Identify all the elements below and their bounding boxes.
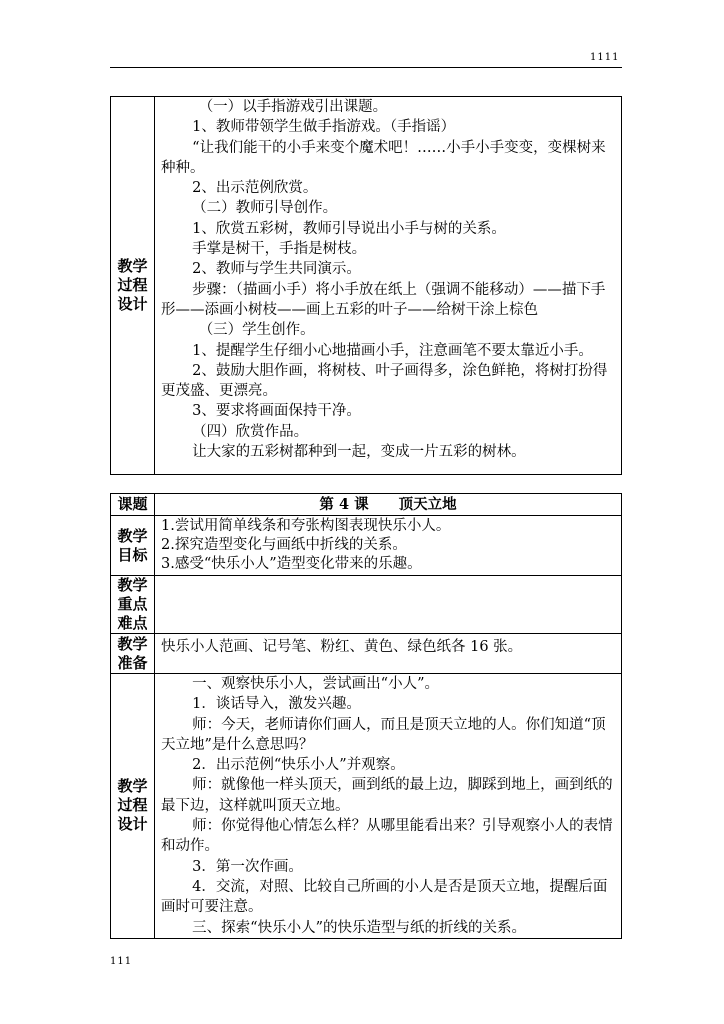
text-line: （四）欣赏作品。 <box>192 423 309 440</box>
lesson-number: 第 4 课 <box>319 496 369 513</box>
goals-label <box>111 516 155 576</box>
text-line: 3．第一次作画。 <box>192 858 303 875</box>
lesson-title: 顶天立地 <box>398 496 457 513</box>
lesson-table-continued <box>110 96 622 475</box>
process-label <box>111 674 155 939</box>
label-line: 难点 <box>117 614 148 632</box>
label-line: 重点 <box>117 595 148 613</box>
text-line: “让我们能干的小手来变个魔术吧！……小手小手变变，变棵树来种种。 <box>161 139 606 176</box>
text-line: 一、观察快乐小人，尝试画出“小人”。 <box>192 676 439 692</box>
text-line: 手掌是树干，手指是树枝。 <box>192 241 367 258</box>
label-line: 准备 <box>117 653 148 672</box>
goals-content <box>155 516 622 576</box>
label-line: 教学 <box>117 777 148 796</box>
text-line: 师：今天，老师请你们画人，而且是顶天立地的人。你们知道“顶天立地”是什么意思吗？ <box>161 716 606 753</box>
topic-label: 课题 <box>111 494 155 516</box>
keypoints-label <box>111 576 155 634</box>
text-line: 1．谈话导入，激发兴趣。 <box>192 696 361 713</box>
text-line: 师：你觉得他心情怎么样？从哪里能看出来？引导观察小人的表情和动作。 <box>161 818 613 855</box>
label-line: 教学 <box>117 526 148 545</box>
header-rule <box>110 67 622 68</box>
goal-item: 2.探究造型变化与画纸中折线的关系。 <box>161 537 407 553</box>
text-line: 1、提醒学生仔细小心地描画小手，注意画笔不要太靠近小手。 <box>192 342 593 359</box>
text-line: 2．出示范例“快乐小人”并观察。 <box>192 757 405 774</box>
text-line: 3、要求将画面保持干净。 <box>192 403 361 420</box>
text-line: （一）以手指游戏引出课题。 <box>198 99 388 115</box>
label-line: 目标 <box>117 545 148 564</box>
label-line: 过程 <box>117 796 148 815</box>
prep-content: 快乐小人范画、记号笔、粉红、黄色、绿色纸各 16 张。 <box>155 634 622 674</box>
text-line: 1、教师带领学生做手指游戏。（手指谣） <box>192 119 456 136</box>
goal-item: 3.感受“快乐小人”造型变化带来的乐趣。 <box>161 556 422 572</box>
label-line: 教学 <box>117 576 148 594</box>
label-line: 设计 <box>117 815 148 834</box>
text-line: 2、教师与学生共同演示。 <box>192 261 361 278</box>
text-line: 让大家的五彩树都种到一起，变成一片五彩的树林。 <box>192 444 526 461</box>
text-line: 2、出示范例欣赏。 <box>192 180 318 197</box>
goal-item: 1.尝试用简单线条和夸张构图表现快乐小人。 <box>161 518 451 534</box>
lesson-table <box>110 493 622 939</box>
text-line: 三、探索“快乐小人”的快乐造型与纸的折线的关系。 <box>192 919 526 936</box>
label-line: 教学 <box>117 257 148 275</box>
label-line: 设计 <box>117 295 148 313</box>
text-line: 4．交流，对照、比较自己所画的小人是否是顶天立地，提醒后面画时可要注意。 <box>161 878 608 916</box>
keypoints-content <box>155 576 622 634</box>
label-line: 教学 <box>117 634 148 653</box>
text-line: 师：就像他一样头顶天，画到纸的最上边，脚踩到地上，画到纸的最下边，这样就叫顶天立地。 <box>161 777 613 814</box>
text-line: 步骤：（描画小手）将小手放在纸上（强调不能移动）——描下手形——添画小树枝——画上五彩的叶子——给树干涂上棕色 <box>161 281 606 318</box>
process-content <box>155 97 622 475</box>
process-label <box>111 97 155 475</box>
text-line: 1、欣赏五彩树，教师引导说出小手与树的关系。 <box>192 220 506 237</box>
footer-page-number: 111 <box>110 956 133 967</box>
text-line: （二）教师引导创作。 <box>192 200 338 217</box>
text-line: 2、鼓励大胆作画，将树枝、叶子画得多，涂色鲜艳，将树打扮得更茂盛、更漂亮。 <box>161 362 608 400</box>
process-content <box>155 674 622 939</box>
lesson-title-cell <box>155 494 622 516</box>
text-line: （三）学生创作。 <box>198 322 315 339</box>
prep-label <box>111 634 155 674</box>
header-page-number: 1111 <box>590 52 620 63</box>
label-line: 过程 <box>117 276 148 294</box>
